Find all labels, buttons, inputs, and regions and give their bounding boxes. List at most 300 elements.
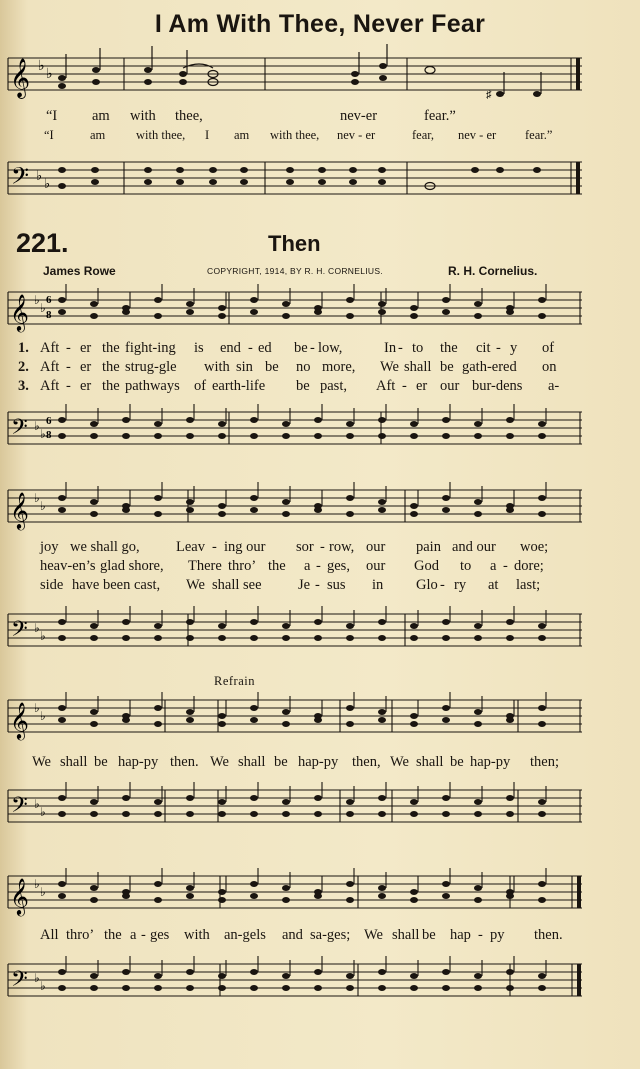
lyric-word: have been cast, — [72, 577, 161, 593]
note-head — [58, 969, 66, 975]
note-head — [282, 973, 290, 979]
lyric-word: with — [130, 108, 156, 124]
note-head — [346, 973, 354, 979]
note-head — [218, 889, 226, 895]
lyric-word: be — [94, 754, 108, 770]
note-head — [250, 433, 258, 439]
note-head — [122, 619, 130, 625]
lyric-word: py — [490, 927, 505, 943]
lyric-word: nev-er — [340, 108, 378, 124]
note-head — [314, 619, 322, 625]
lyric-word: We — [210, 754, 229, 770]
note-head — [474, 635, 482, 641]
lyric-word: the — [268, 558, 286, 574]
note-head — [378, 969, 386, 975]
note-head — [218, 503, 226, 509]
note-head — [378, 507, 386, 513]
svg-text:8: 8 — [46, 309, 52, 321]
note-head — [346, 635, 354, 641]
note-head — [250, 893, 258, 899]
note-head — [314, 717, 322, 723]
system2-bass-staff — [0, 600, 640, 660]
note-head — [186, 709, 194, 715]
note-head — [154, 421, 162, 427]
lyric-word: gath-ered — [462, 359, 517, 375]
note-head — [90, 623, 98, 629]
note-head — [314, 507, 322, 513]
note-head — [538, 297, 546, 303]
note-head — [346, 811, 354, 817]
lyric-word: our — [366, 558, 386, 574]
note-head — [154, 623, 162, 629]
note-head — [58, 619, 66, 625]
lyric-word: strug-gle — [125, 359, 177, 375]
note-head — [90, 301, 98, 307]
svg-text:♭: ♭ — [40, 301, 46, 315]
lyric-word: - — [248, 340, 253, 356]
note-head — [442, 893, 450, 899]
note-head — [218, 985, 226, 991]
lyric-word: - — [503, 558, 508, 574]
lyric-word: am — [92, 108, 110, 124]
note-head — [250, 495, 258, 501]
note-head — [282, 811, 290, 817]
note-head — [58, 433, 66, 439]
note-head — [250, 297, 258, 303]
svg-text:𝄞: 𝄞 — [10, 701, 29, 739]
lyric-word: end — [220, 340, 241, 356]
note-head — [474, 301, 482, 307]
lyric-word: sa-ges; — [310, 927, 351, 943]
lyric-word: We — [32, 754, 51, 770]
lyric-word: our — [366, 539, 386, 555]
system4-treble-staff — [0, 866, 640, 926]
note-head — [282, 635, 290, 641]
note-head — [410, 721, 418, 727]
lyric-word: and our — [452, 539, 496, 555]
note-head — [122, 893, 130, 899]
note-head — [154, 433, 162, 439]
note-head — [442, 717, 450, 723]
lyric-word: with — [204, 359, 230, 375]
lyric-word: is — [194, 340, 204, 356]
lyric-word: All — [40, 927, 59, 943]
system1-treble-staff — [0, 282, 640, 342]
svg-text:𝄢: 𝄢 — [11, 415, 28, 445]
note-head — [410, 973, 418, 979]
lyric-word: ing our — [224, 539, 266, 555]
note-head — [442, 433, 450, 439]
svg-text:𝄢: 𝄢 — [11, 162, 30, 195]
lyric-word: at — [488, 577, 499, 593]
lyric-word: - — [66, 340, 71, 356]
lyric-word: thee, — [175, 108, 203, 124]
note-head — [474, 433, 482, 439]
note-head — [250, 881, 258, 887]
stanza-number: 1. — [18, 340, 29, 356]
note-head — [442, 507, 450, 513]
lyric-word: hap-py — [298, 754, 339, 770]
note-head — [410, 421, 418, 427]
note-head — [538, 721, 546, 727]
note-head — [218, 973, 226, 979]
lyric-word: ges, — [327, 558, 350, 574]
note-head — [506, 433, 514, 439]
note-head — [410, 889, 418, 895]
note-head — [538, 973, 546, 979]
note-head — [538, 985, 546, 991]
note-head — [122, 985, 130, 991]
note-head — [442, 495, 450, 501]
svg-text:𝄢: 𝄢 — [11, 967, 28, 997]
note-head — [58, 881, 66, 887]
note-head — [282, 985, 290, 991]
note-head — [282, 623, 290, 629]
note-head — [378, 893, 386, 899]
note-head — [218, 713, 226, 719]
svg-text:♭: ♭ — [40, 629, 46, 643]
lyric-word: - — [315, 577, 320, 593]
note-head — [442, 619, 450, 625]
lyric-word: hap — [450, 927, 471, 943]
lyric-word: “I — [46, 108, 58, 124]
lyric-word: shall — [404, 359, 432, 375]
note-head — [474, 885, 482, 891]
lyric-word: in — [372, 577, 384, 593]
note-head — [90, 313, 98, 319]
note-head — [282, 301, 290, 307]
lyric-word: hap-py — [118, 754, 159, 770]
svg-text:♭: ♭ — [40, 805, 46, 819]
note-head — [538, 421, 546, 427]
note-head — [250, 619, 258, 625]
lyric-word: a- — [548, 378, 560, 394]
note-head — [410, 897, 418, 903]
note-head — [250, 811, 258, 817]
note-head — [314, 811, 322, 817]
note-head — [58, 705, 66, 711]
lyric-word: - — [66, 378, 71, 394]
note-head — [250, 507, 258, 513]
svg-text:♭: ♭ — [34, 971, 40, 985]
svg-text:♭: ♭ — [44, 176, 51, 191]
lyric-word: God — [414, 558, 439, 574]
note-head — [474, 623, 482, 629]
note-head — [218, 897, 226, 903]
lyric-word: on — [542, 359, 557, 375]
hymn-number: 221. — [16, 228, 69, 258]
lyric-word: Glo — [416, 577, 438, 593]
note-head — [474, 985, 482, 991]
lyric-word: - — [66, 359, 71, 375]
lyric-word: - — [496, 340, 501, 356]
lyric-word: heav-en’s — [40, 558, 96, 574]
response-lyric-line1 — [0, 108, 640, 126]
note-head — [506, 893, 514, 899]
lyric-word: We — [364, 927, 383, 943]
lyric-word: Aft — [376, 378, 396, 394]
note-head — [154, 511, 162, 517]
lyric-word: - — [440, 577, 445, 593]
note-head — [90, 433, 98, 439]
lyric-word: - — [398, 340, 403, 356]
lyric-word: In — [384, 340, 397, 356]
lyric-word: of — [542, 340, 555, 356]
note-head — [90, 811, 98, 817]
system4-bass-staff — [0, 950, 640, 1010]
lyric-word: then. — [534, 927, 563, 943]
lyric-word: be — [265, 359, 279, 375]
lyric-word: then, — [352, 754, 381, 770]
response-bass-staff — [0, 148, 640, 218]
lyric-word: y — [510, 340, 518, 356]
lyric-word: with thee, — [136, 128, 186, 142]
lyric-word: joy — [40, 539, 59, 555]
note-head — [218, 623, 226, 629]
note-head — [122, 417, 130, 423]
svg-text:♭: ♭ — [38, 59, 45, 74]
verse2-system1 — [0, 359, 640, 377]
note-head — [538, 433, 546, 439]
lyric-word: - — [402, 378, 407, 394]
note-head — [314, 795, 322, 801]
svg-text:♭: ♭ — [40, 499, 46, 513]
note-head — [442, 795, 450, 801]
lyric-word: sus — [327, 577, 346, 593]
note-head — [58, 893, 66, 899]
lyric-word: shall — [60, 754, 88, 770]
lyric-word: I — [205, 128, 210, 142]
note-head — [250, 417, 258, 423]
note-head — [378, 499, 386, 505]
lyric-word: - — [212, 539, 217, 555]
author: James Rowe — [43, 264, 116, 278]
lyric-word: dore; — [514, 558, 544, 574]
note-head — [410, 799, 418, 805]
lyric-word: er — [80, 359, 92, 375]
svg-text:♭: ♭ — [34, 701, 40, 715]
note-head — [442, 705, 450, 711]
note-head — [346, 313, 354, 319]
note-head — [186, 885, 194, 891]
note-head — [58, 417, 66, 423]
note-head — [250, 985, 258, 991]
lyric-word: nev - er — [337, 128, 376, 142]
note-head — [186, 507, 194, 513]
lyric-word: be — [274, 754, 288, 770]
note-head — [410, 811, 418, 817]
note-head — [538, 705, 546, 711]
note-head — [346, 421, 354, 427]
note-head — [90, 635, 98, 641]
lyric-word: hap-py — [470, 754, 511, 770]
note-head — [90, 721, 98, 727]
note-head — [250, 969, 258, 975]
note-head — [122, 635, 130, 641]
note-head — [218, 721, 226, 727]
note-head — [346, 495, 354, 501]
lyric-word: an-gels — [224, 927, 266, 943]
svg-text:8: 8 — [46, 429, 52, 441]
lyric-word: bur-dens — [472, 378, 523, 394]
svg-text:♭: ♭ — [36, 168, 43, 183]
note-head — [506, 619, 514, 625]
svg-text:♭: ♭ — [34, 797, 40, 811]
note-head — [474, 499, 482, 505]
lyric-word: then. — [170, 754, 199, 770]
hymn-title: Then — [268, 231, 321, 256]
lyric-word: our — [440, 378, 460, 394]
svg-text:♭: ♭ — [46, 67, 53, 82]
lyric-word: with — [184, 927, 210, 943]
lyric-word: ges — [150, 927, 170, 943]
lyric-word: shall — [392, 927, 420, 943]
lyric-word: ry — [454, 577, 467, 593]
note-head — [538, 623, 546, 629]
note-head — [474, 313, 482, 319]
note-head — [218, 811, 226, 817]
note-head — [474, 511, 482, 517]
note-head — [346, 721, 354, 727]
note-head — [218, 433, 226, 439]
note-head — [346, 623, 354, 629]
note-head — [442, 969, 450, 975]
lyric-word: - — [316, 558, 321, 574]
lyric-word: we shall go, — [70, 539, 140, 555]
lyric-word: shall — [416, 754, 444, 770]
note-head — [314, 309, 322, 315]
note-head — [442, 309, 450, 315]
lyric-word: past, — [320, 378, 347, 394]
note-head — [506, 969, 514, 975]
note-head — [122, 309, 130, 315]
lyric-word: of — [194, 378, 207, 394]
note-head — [218, 511, 226, 517]
note-head — [122, 717, 130, 723]
note-head — [442, 881, 450, 887]
lyric-word: the — [102, 359, 120, 375]
note-head — [154, 313, 162, 319]
svg-text:6: 6 — [46, 415, 52, 427]
note-head — [410, 623, 418, 629]
system1-bass-staff — [0, 398, 640, 458]
note-head — [122, 969, 130, 975]
svg-text:♭: ♭ — [34, 877, 40, 891]
svg-text:♯: ♯ — [486, 89, 492, 101]
lyric-word: be — [450, 754, 464, 770]
lyric-word: to — [412, 340, 424, 356]
system2-treble-staff — [0, 480, 640, 540]
note-head — [410, 635, 418, 641]
note-head — [346, 705, 354, 711]
note-head — [442, 635, 450, 641]
refrain-lyric-line2 — [0, 927, 640, 945]
note-head — [154, 799, 162, 805]
note-head — [90, 499, 98, 505]
note-head — [410, 985, 418, 991]
lyric-word: last; — [516, 577, 541, 593]
lyric-word: be — [294, 340, 308, 356]
note-head — [58, 309, 66, 315]
note-head — [474, 421, 482, 427]
note-head — [282, 499, 290, 505]
lyric-word: nev - er — [458, 128, 497, 142]
copyright-notice: COPYRIGHT, 1914, BY R. H. CORNELIUS. — [207, 266, 383, 276]
svg-text:♭: ♭ — [34, 491, 40, 505]
note-head — [250, 309, 258, 315]
note-head — [186, 893, 194, 899]
lyric-word: There — [188, 558, 222, 574]
note-head — [410, 313, 418, 319]
note-head — [186, 433, 194, 439]
lyric-word: glad shore, — [100, 558, 164, 574]
note-head — [506, 985, 514, 991]
note-head — [282, 433, 290, 439]
lyric-word: Leav — [176, 539, 205, 555]
note-head — [410, 305, 418, 311]
note-head — [186, 619, 194, 625]
note-head — [186, 795, 194, 801]
note-head — [282, 511, 290, 517]
lyric-word: Aft — [40, 340, 60, 356]
svg-text:♭: ♭ — [34, 419, 40, 433]
note-head — [154, 495, 162, 501]
note-head — [122, 433, 130, 439]
lyric-word: cit — [476, 340, 491, 356]
note-head — [506, 417, 514, 423]
lyric-word: - — [478, 927, 483, 943]
note-head — [474, 811, 482, 817]
svg-text:♭: ♭ — [34, 293, 40, 307]
svg-text:♭: ♭ — [40, 979, 46, 993]
lyric-word: and — [282, 927, 303, 943]
svg-text:♭: ♭ — [40, 427, 46, 441]
note-head — [410, 503, 418, 509]
lyric-word: er — [416, 378, 428, 394]
note-head — [186, 811, 194, 817]
note-head — [474, 721, 482, 727]
note-head — [186, 417, 194, 423]
lyric-word: be — [422, 927, 436, 943]
svg-text:𝄞: 𝄞 — [10, 877, 29, 915]
lyric-word: row, — [329, 539, 355, 555]
refrain-lyric-line1 — [0, 754, 640, 772]
note-head — [58, 507, 66, 513]
svg-text:♭: ♭ — [40, 885, 46, 899]
lyric-word: We — [390, 754, 409, 770]
note-head — [378, 635, 386, 641]
lyric-word: to — [460, 558, 472, 574]
note-head — [538, 799, 546, 805]
lyric-word: fear.” — [424, 108, 456, 124]
lyric-word: shall — [238, 754, 266, 770]
note-head — [378, 985, 386, 991]
svg-text:𝄞: 𝄞 — [10, 491, 29, 529]
lyric-word: er — [80, 340, 92, 356]
note-head — [378, 795, 386, 801]
note-head — [282, 421, 290, 427]
note-head — [90, 973, 98, 979]
note-head — [474, 897, 482, 903]
note-head — [314, 635, 322, 641]
note-head — [186, 717, 194, 723]
note-head — [282, 313, 290, 319]
note-head — [538, 495, 546, 501]
lyric-word: fight-ing — [125, 340, 176, 356]
response-lyric-line2 — [0, 128, 640, 144]
note-head — [154, 897, 162, 903]
lyric-word: sor — [296, 539, 314, 555]
